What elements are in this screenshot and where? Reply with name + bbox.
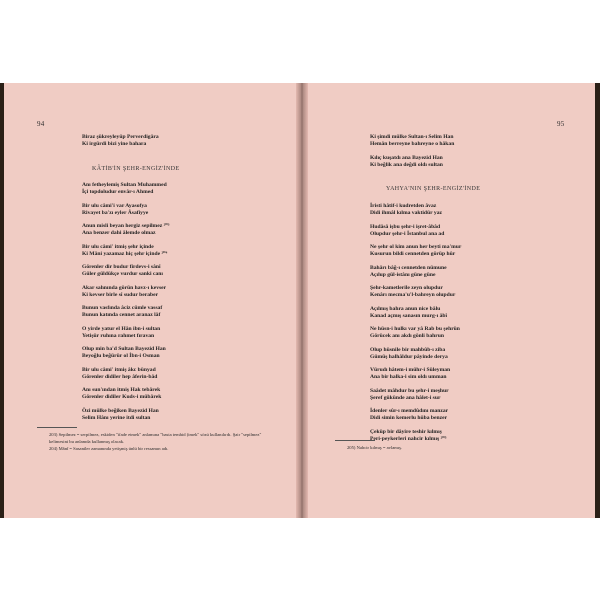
- verse-line: Bir ulu câmi' itmiş şehr içinde: [82, 243, 154, 250]
- verse-line: Açılmış bahra anun nice bâlu: [370, 305, 441, 312]
- verse-line: Bir ulu câmi'i var Ayasofya: [82, 202, 147, 209]
- stanza: [82, 203, 169, 217]
- verse-line: Gümüş halhâldur pâyinde derya: [370, 353, 448, 360]
- verse-line: Yetişür ruhına rahmet fıravan: [82, 332, 155, 339]
- stanza: [370, 347, 461, 361]
- stanza: [370, 203, 461, 217]
- verse-line: Rivayet ba'zı eyler Âsafiyye: [82, 209, 149, 216]
- footnotes: [37, 431, 277, 452]
- verse-line: Ana bir halka-i sim oldı umman: [370, 374, 447, 381]
- verse-line: Ki kevser birle sî sudur beraber: [82, 291, 159, 298]
- stanza: [82, 244, 169, 258]
- book-gutter: [296, 83, 308, 518]
- verse-line: Akar sahnında görün havz-ı kevser: [82, 284, 167, 291]
- verse-line: Bunun vasfında âciz cümle vassaf: [82, 305, 163, 311]
- verse-line: Selim Hânı yerine itdi sultan: [82, 414, 151, 421]
- footnote: 205) Nahcir kılmış = avlamış.: [347, 445, 403, 450]
- stanza: [370, 429, 461, 443]
- verse-line: Görenler dir budur firdevs-i sânî: [82, 264, 161, 270]
- page-number: 94: [37, 120, 45, 128]
- page-number: 95: [557, 120, 565, 128]
- stanza: [370, 224, 461, 238]
- verse-line: Kusurun bildi cennetden görüp hûr: [370, 251, 456, 258]
- stanza: [82, 264, 169, 278]
- stanza: [370, 285, 461, 299]
- open-book: [0, 83, 600, 518]
- verse-line: Çeküp bir dâyire teshir kılmış: [370, 428, 442, 435]
- verse-line: Vürudı hâtem-i mühr-i Süleyman: [370, 367, 451, 373]
- verse-line: Görenler didiler hep âferin-bâd: [82, 373, 158, 380]
- verse-line: Anı fetheylemiş Sultan Muhammed: [82, 182, 167, 188]
- intro-verse: [370, 134, 454, 175]
- verse-line: Şeref gûkünde ana hâlet-i sur: [370, 394, 441, 401]
- stanza: [370, 265, 461, 279]
- stanza: [82, 408, 169, 422]
- stanza: [82, 387, 169, 401]
- stanza: [370, 244, 461, 258]
- section-heading: YAHYA'NIN ŞEHR-ENGİZ'İNDE: [386, 186, 481, 192]
- verse-line: Kenârı mecma'u'l-bahreyn olupdur: [370, 292, 456, 299]
- stanza: [82, 305, 169, 319]
- verse-line: Hemân berreyne bahreyne o hâkan: [370, 141, 455, 148]
- verse-line: Görücek anı akdı gönli bahrun: [370, 333, 444, 340]
- stanza: [370, 134, 454, 148]
- verse-line: Peri-peykerleri nahcir kılmış ²⁰⁵: [370, 435, 447, 442]
- verse-line: Olupdur şehr-i İstanbul ana ad: [370, 230, 445, 237]
- verse-line: Anun misli beyan hergiz sepilmez ²⁰³: [82, 223, 170, 229]
- poem-verses: [370, 203, 461, 449]
- verse-line: Görenler didiler Kuds-i mübârek: [82, 394, 162, 401]
- verse-line: Özi mülke beğiken Bayezid Han: [82, 407, 159, 414]
- footnote: 204) Mânî = Sasaniler zamanında yetişmiş ünlü bir ressamın adı.: [49, 446, 169, 451]
- verse-line: Hudâsâ işbu şehr-i işret-âbâd: [370, 223, 441, 230]
- footnote-rule: [37, 427, 77, 428]
- verse-line: O yirde yatur el Hân ibn-i sultan: [82, 325, 161, 332]
- verse-line: Ki şimdi mülke Sultan-ı Selim Han: [370, 134, 454, 140]
- verse-line: İçi topdoludur envâr-ı Ahmed: [82, 189, 154, 196]
- verse-line: Kanad açmış sanasın murg-ı âbî: [370, 312, 448, 319]
- footnote: 203) Sepilmez = serpilmez, eskiden "ifade etmek" anlamına "basta temhid (imek" sözü kullanılırdı. Şair "sepilmez" kelimesini bu anlamda kullanmış olacak.: [49, 432, 262, 444]
- verse-line: Güler güldükçe vurdur sanki canı: [82, 271, 163, 278]
- stanza: [370, 155, 454, 169]
- verse-line: Ki irgürdi bizi yine bahara: [82, 141, 147, 148]
- stanza: [82, 367, 169, 381]
- poem-verses: [82, 182, 169, 428]
- verse-line: Kılıç kuşatdı ana Bayezid Han: [370, 154, 443, 161]
- stanza: [82, 346, 169, 360]
- verse-line: Didi ihmâl kılma vaktidür yaz: [370, 210, 443, 217]
- verse-line: Olup hüsnile bir mahbûb-ı ziba: [370, 346, 446, 353]
- verse-line: Biraz şükreyleyüp Perverdigâra: [82, 134, 159, 140]
- verse-line: İristi hâtif-i kudretden âvaz: [370, 203, 437, 209]
- verse-line: Beyoğlu beğürür ol İbn-i Osman: [82, 353, 160, 360]
- section-heading: KÂTİB'İN ŞEHR-ENGİZ'İNDE: [92, 166, 180, 172]
- left-page: [4, 83, 301, 518]
- stanza: [370, 388, 461, 402]
- verse-line: Anı sun'ından itmiş Hak tebârek: [82, 387, 161, 393]
- footnotes: [335, 444, 575, 451]
- stanza: [370, 306, 461, 320]
- verse-line: Ne hüsn-i hulkı var yâ Rab bu şehrün: [370, 326, 460, 332]
- stanza: [370, 326, 461, 340]
- verse-line: Ne şehr ol kim anun her beyti ma'mur: [370, 244, 462, 250]
- right-page: [303, 83, 595, 518]
- verse-line: Bir ulu câmi' itmiş âkc bünyad: [82, 366, 156, 373]
- verse-line: İdenler sûr-ı memdûdını manzar: [370, 408, 449, 414]
- verse-line: Bunun katında cennet aranaz lâf: [82, 312, 161, 319]
- stanza: [82, 285, 169, 299]
- verse-line: Didi simin kemerlu hûba benzer: [370, 415, 448, 422]
- verse-line: Ki Mâni yazamaz hiç şehr içinde ²⁰⁴: [82, 250, 168, 257]
- verse-line: Saâdet mâhdur bu şehr-i meşhur: [370, 387, 449, 394]
- stanza: [370, 367, 461, 381]
- stanza: [82, 326, 169, 340]
- stanza: [370, 408, 461, 422]
- verse-line: Açılup gül-istânı güne güne: [370, 271, 436, 278]
- verse-line: Ana benzer dahi âlemde olmaz: [82, 230, 156, 237]
- verse-line: Olup min ba'd Sultan Bayezid Han: [82, 346, 166, 352]
- verse-line: Şehr-kametlerile zeyn olupdur: [370, 285, 443, 291]
- stanza: [82, 134, 159, 148]
- stanza: [82, 182, 169, 196]
- intro-verse: [82, 134, 159, 155]
- verse-line: Ki beğlik ana değdi oldı sultan: [370, 161, 443, 168]
- verse-line: Bahârı bâğ-ı cennetden nümune: [370, 264, 447, 271]
- stanza: [82, 223, 169, 237]
- footnote-rule: [335, 440, 375, 441]
